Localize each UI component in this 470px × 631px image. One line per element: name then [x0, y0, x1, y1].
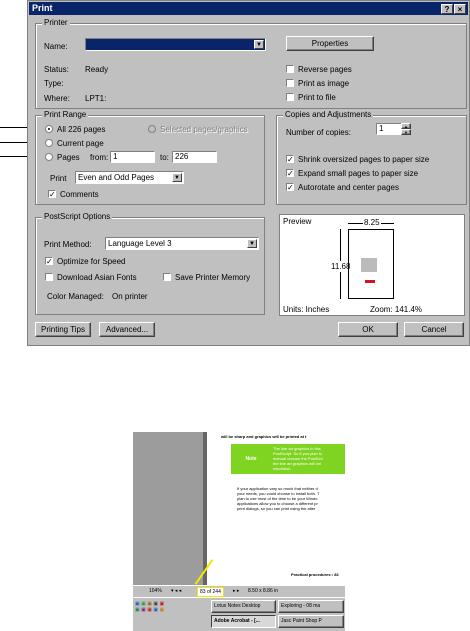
- expand-label: Expand small pages to paper size: [298, 169, 419, 178]
- print-dialog: [27, 0, 470, 346]
- asian-fonts-checkbox[interactable]: [45, 273, 53, 281]
- document-page: [207, 432, 345, 585]
- postscript-legend: PostScript Options: [44, 212, 111, 221]
- preview-panel: [279, 214, 465, 316]
- print-method-label: Print Method:: [44, 240, 92, 249]
- page-top-text: will be sharp and graphics will be printed at t: [221, 434, 307, 439]
- to-label: to:: [160, 153, 169, 162]
- properties-button[interactable]: Properties: [286, 36, 374, 51]
- type-label: Type:: [44, 79, 64, 88]
- preview-page: [348, 229, 394, 299]
- save-memory-label: Save Printer Memory: [175, 273, 251, 282]
- task-paint-shop[interactable]: Jasc Paint Shop P: [278, 615, 344, 628]
- advanced-button[interactable]: Advanced...: [99, 322, 155, 337]
- ok-button[interactable]: OK: [338, 322, 398, 337]
- printer-name-select[interactable]: [85, 38, 266, 51]
- navigation-pane: [133, 432, 203, 585]
- printer-name-label: Name:: [44, 42, 68, 51]
- units-label: Units: Inches: [283, 305, 330, 314]
- task-exploring[interactable]: Exploring - 08 ma: [278, 600, 344, 613]
- all-pages-radio[interactable]: [45, 125, 53, 133]
- printer-legend: Printer: [44, 18, 68, 27]
- page-number-field[interactable]: 83 of 244: [197, 587, 224, 597]
- where-value: LPT1:: [85, 94, 107, 103]
- color-managed-label: Color Managed:: [47, 292, 104, 301]
- nav-next-buttons[interactable]: ▸ ▸: [233, 588, 240, 594]
- asian-fonts-label: Download Asian Fonts: [57, 273, 137, 282]
- print-method-select[interactable]: Language Level 3 ▼: [105, 237, 259, 250]
- reverse-pages-checkbox[interactable]: [286, 65, 294, 73]
- page-size-field: 8.50 x 8.86 in: [248, 588, 279, 594]
- copies-input[interactable]: 1: [376, 123, 411, 135]
- quick-launch-icons[interactable]: ▣ ▣ ▣ ▣ ▣ ▣ ▣ ▣ ▣ ▣: [135, 601, 165, 613]
- chevron-down-icon: ▼: [254, 40, 264, 49]
- copies-label: Number of copies:: [286, 128, 351, 137]
- comments-label: Comments: [60, 190, 99, 199]
- autorotate-label: Autorotate and center pages: [298, 183, 399, 192]
- preview-height: 11.68: [331, 262, 351, 271]
- selected-pages-radio[interactable]: [148, 125, 156, 133]
- close-button[interactable]: ×: [454, 4, 466, 14]
- selected-pages-label: Selected pages/graphics: [160, 125, 248, 134]
- print-subset-label: Print: [50, 174, 67, 183]
- optimize-checkbox[interactable]: ✓: [46, 257, 53, 266]
- save-memory-checkbox[interactable]: [163, 273, 171, 281]
- zoom-field[interactable]: 104%: [149, 588, 162, 594]
- pages-radio[interactable]: [45, 153, 53, 161]
- print-to-file-label: Print to file: [298, 93, 336, 102]
- note-text-box: [271, 444, 345, 474]
- preview-graphic: [361, 258, 377, 272]
- print-range-legend: Print Range: [44, 110, 87, 119]
- dialog-title: Print: [32, 3, 53, 13]
- status-value: Ready: [85, 65, 109, 74]
- all-pages-label: All 226 pages: [57, 125, 106, 134]
- expand-checkbox[interactable]: ✓: [287, 169, 294, 178]
- title-bar: [29, 2, 468, 15]
- reverse-pages-label: Reverse pages: [298, 65, 352, 74]
- note-text: The line art graphics in this PostScript. So if you plan to manual choose the PostScri the line art graphics will onl resolution.: [273, 446, 323, 471]
- from-label: from:: [90, 153, 109, 162]
- comments-checkbox[interactable]: ✓: [49, 190, 56, 199]
- autorotate-checkbox[interactable]: ✓: [287, 183, 294, 192]
- preview-width: 8.25: [364, 218, 380, 227]
- copies-up-icon[interactable]: ▲: [401, 123, 411, 129]
- copies-down-icon[interactable]: ▼: [401, 129, 411, 135]
- preview-red-mark: [365, 280, 375, 283]
- nav-buttons[interactable]: ▾ ◂ ◂: [171, 588, 182, 594]
- help-button[interactable]: ?: [441, 4, 453, 14]
- pages-label: Pages: [57, 153, 80, 162]
- cancel-button[interactable]: Cancel: [404, 322, 464, 337]
- optimize-label: Optimize for Speed: [57, 257, 126, 266]
- printing-tips-button[interactable]: Printing Tips: [35, 322, 91, 337]
- to-input[interactable]: 226: [172, 151, 217, 163]
- task-acrobat[interactable]: Adobe Acrobat - [...: [211, 615, 276, 628]
- zoom-label: Zoom: 141.4%: [370, 305, 423, 314]
- copies-legend: Copies and Adjustments: [285, 110, 372, 119]
- where-label: Where:: [44, 94, 70, 103]
- current-page-radio[interactable]: [45, 139, 53, 147]
- note-box: [231, 444, 271, 474]
- preview-label: Preview: [283, 217, 312, 226]
- taskbar: [133, 597, 345, 631]
- note-label: Note: [245, 456, 257, 462]
- print-as-image-checkbox[interactable]: [286, 79, 294, 87]
- chevron-down-icon: ▼: [172, 173, 182, 182]
- page-footer: Practical procedures • 83: [291, 572, 339, 577]
- acrobat-window: [133, 432, 345, 631]
- body-text: If your application vary so much that neither d your needs, you could choose to install both. T plan to use most of the time to be your Windo applications allow you to choose a different pr print dialogs, so you can print using the alter: [237, 486, 320, 511]
- color-managed-value: On printer: [112, 292, 148, 301]
- status-bar: [133, 585, 345, 597]
- print-as-image-label: Print as image: [298, 79, 350, 88]
- shrink-label: Shrink oversized pages to paper size: [298, 155, 430, 164]
- current-page-label: Current page: [57, 139, 104, 148]
- status-label: Status:: [44, 65, 69, 74]
- print-to-file-checkbox[interactable]: [286, 93, 294, 101]
- task-lotus-notes[interactable]: Lotus Notes Desktop: [211, 600, 276, 613]
- from-input[interactable]: 1: [110, 151, 155, 163]
- print-subset-select[interactable]: Even and Odd Pages ▼: [75, 171, 184, 184]
- shrink-checkbox[interactable]: ✓: [287, 155, 294, 164]
- chevron-down-icon: ▼: [247, 239, 257, 248]
